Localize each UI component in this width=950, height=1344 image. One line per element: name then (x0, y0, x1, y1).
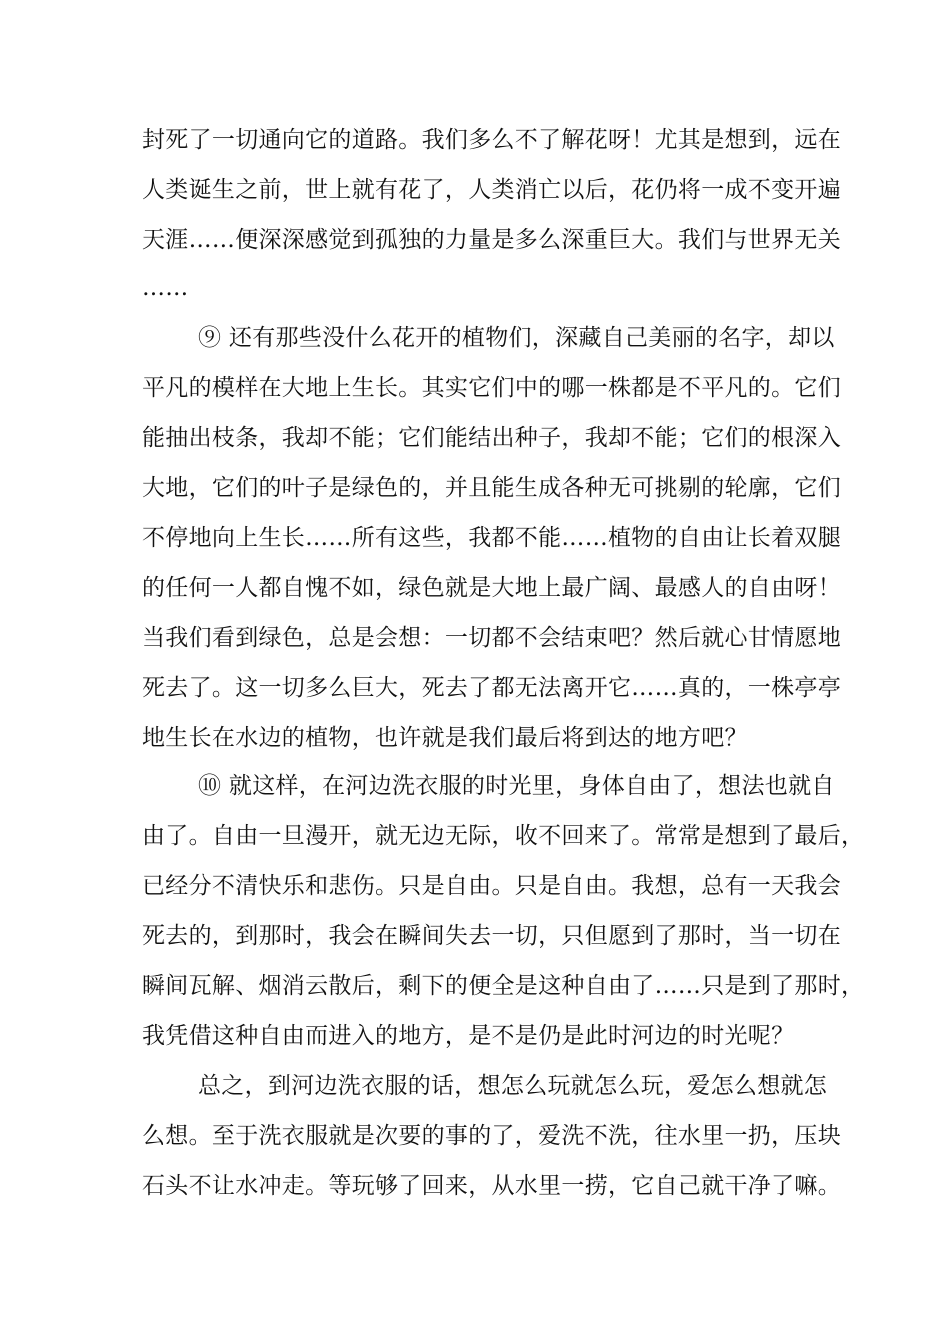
text-line: 死去了。这一切多么巨大，死去了都无法离开它……真的，一株亭亭 (142, 675, 841, 701)
paragraph-9-start: ⑨ 还有那些没什么花开的植物们，深藏自己美丽的名字，却以 (198, 325, 835, 351)
text-line: 么想。至于洗衣服就是次要的事的了，爱洗不洗，往水里一扔，压块 (142, 1123, 841, 1149)
text-line: 平凡的模样在大地上生长。其实它们中的哪一株都是不平凡的。它们 (142, 375, 841, 401)
text-line: 能抽出枝条，我却不能；它们能结出种子，我却不能；它们的根深入 (142, 425, 841, 451)
text-line: 当我们看到绿色，总是会想：一切都不会结束吧？然后就心甘情愿地 (142, 625, 841, 651)
text-line: 大地，它们的叶子是绿色的，并且能生成各种无可挑剔的轮廓，它们 (142, 475, 841, 501)
text-line: 死去的，到那时，我会在瞬间失去一切，只但愿到了那时，当一切在 (142, 923, 841, 949)
text-line: 我凭借这种自由而进入的地方，是不是仍是此时河边的时光呢？ (142, 1023, 795, 1049)
text-line: 地生长在水边的植物，也许就是我们最后将到达的地方吧？ (142, 725, 748, 751)
paragraph-final-start: 总之，到河边洗衣服的话，想怎么玩就怎么玩，爱怎么想就怎 (198, 1073, 828, 1099)
text-line: 瞬间瓦解、烟消云散后，剩下的便全是这种自由了……只是到了那时， (142, 973, 865, 999)
paragraph-10-start: ⑩ 就这样，在河边洗衣服的时光里，身体自由了，想法也就自 (198, 773, 835, 799)
text-line: 石头不让水冲走。等玩够了回来，从水里一捞，它自己就干净了嘛。 (142, 1173, 841, 1199)
text-line: 封死了一切通向它的道路。我们多么不了解花呀！尤其是想到，远在 (142, 127, 841, 153)
text-line: 天涯……便深深感觉到孤独的力量是多么深重巨大。我们与世界无关 (142, 227, 841, 253)
text-line: 的任何一人都自愧不如，绿色就是大地上最广阔、最感人的自由呀！ (142, 575, 841, 601)
text-line: 不停地向上生长……所有这些，我都不能……植物的自由让长着双腿 (142, 525, 841, 551)
text-line: 已经分不清快乐和悲伤。只是自由。只是自由。我想，总有一天我会 (142, 873, 841, 899)
text-line: 由了。自由一旦漫开，就无边无际，收不回来了。常常是想到了最后， (142, 823, 865, 849)
text-line: …… (142, 275, 189, 301)
text-line: 人类诞生之前，世上就有花了，人类消亡以后，花仍将一成不变开遍 (142, 177, 841, 203)
